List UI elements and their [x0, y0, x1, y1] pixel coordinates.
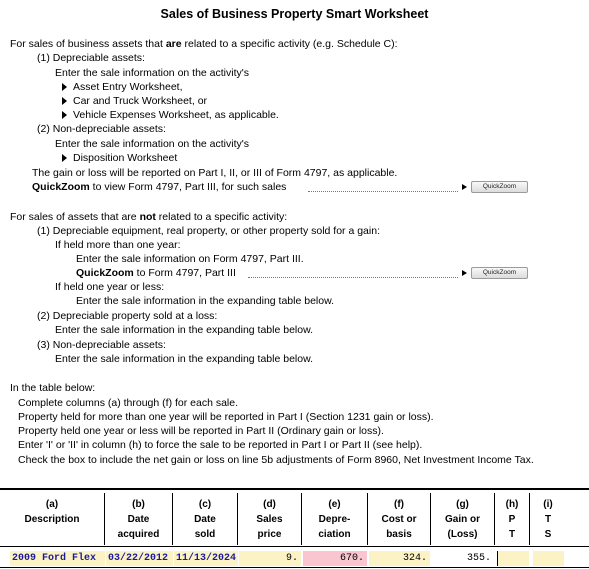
gain-loss-value: 355.	[432, 551, 494, 566]
table-instructions-intro: In the table below:	[10, 382, 96, 394]
date-acquired-field[interactable]: 03/22/2012	[106, 551, 173, 566]
sales-price-field[interactable]: 9.	[239, 551, 301, 566]
header-sales-price: (d) Sales price	[238, 493, 302, 545]
enter-table-note-2: Enter the sale information in the expanding table below.	[55, 324, 314, 336]
depreciation-field[interactable]: 670.	[303, 551, 367, 566]
description-field[interactable]: 2009 Ford Flex	[10, 551, 105, 566]
section1-intro: For sales of business assets that are related to a specific activity (e.g. Schedule C):	[10, 38, 398, 50]
section2-item1: (1) Depreciable equipment, real property, or other property sold for a gain:	[37, 225, 380, 237]
quickzoom-label-1: QuickZoom to view Form 4797, Part III, for such sales	[32, 181, 287, 193]
held-one-year-or-less: If held one year or less:	[55, 281, 165, 293]
header-depreciation: (e) Depre- ciation	[302, 493, 368, 545]
table-top-rule	[0, 488, 589, 490]
bullet-asset-entry: Asset Entry Worksheet,	[62, 81, 183, 94]
section2-intro: For sales of assets that are not related to a specific activity:	[10, 211, 288, 223]
quickzoom-button-form4797-part3[interactable]: QuickZoom	[471, 181, 528, 193]
section2-item3: (3) Non-depreciable assets:	[37, 339, 166, 351]
section1-item1: (1) Depreciable assets:	[37, 52, 145, 64]
instruction-line: Property held for more than one year will be reported in Part I (Section 1231 gain or loss).	[18, 411, 434, 423]
part-override-field[interactable]	[497, 551, 529, 566]
held-more-than-year: If held more than one year:	[55, 239, 181, 251]
instruction-line: Property held one year or less will be reported in Part II (Ordinary gain or loss).	[18, 425, 384, 437]
instruction-line: Complete columns (a) through (f) for each sale.	[18, 397, 239, 409]
enter-table-note-1: Enter the sale information in the expanding table below.	[76, 295, 335, 307]
date-sold-field[interactable]: 11/13/2024	[176, 553, 237, 564]
header-part: (h) P T	[495, 493, 530, 545]
bullet-arrow-icon	[62, 97, 67, 105]
quickzoom-arrow-icon	[462, 270, 467, 276]
leader-dots	[248, 277, 458, 278]
header-date-acquired: (b) Date acquired	[105, 493, 173, 545]
header-nii-checkbox: (i) T S	[543, 499, 553, 540]
section1-item2: (2) Non-depreciable assets:	[37, 123, 166, 135]
quickzoom-arrow-icon	[462, 184, 467, 190]
quickzoom-label-2: QuickZoom to Form 4797, Part III	[76, 267, 236, 279]
bullet-car-truck: Car and Truck Worksheet, or	[62, 95, 207, 108]
leader-dots	[308, 191, 458, 192]
enter-table-note-3: Enter the sale information in the expanding table below.	[55, 353, 314, 365]
section2-item2: (2) Depreciable property sold at a loss:	[37, 310, 218, 322]
section1-item1-sub: Enter the sale information on the activity's	[55, 67, 250, 79]
worksheet-title: Sales of Business Property Smart Worksheet	[160, 7, 429, 21]
quickzoom-button-form4797[interactable]: QuickZoom	[471, 267, 528, 279]
header-date-sold: (c) Date sold	[173, 493, 238, 545]
section1-item2-sub: Enter the sale information on the activity's	[55, 138, 250, 150]
nii-include-checkbox[interactable]	[533, 551, 564, 566]
header-gain-loss: (g) Gain or (Loss)	[431, 493, 495, 545]
cost-basis-field[interactable]: 324.	[369, 551, 430, 566]
bullet-arrow-icon	[62, 83, 67, 91]
bullet-arrow-icon	[62, 154, 67, 162]
table-header-rule	[0, 546, 589, 547]
bullet-vehicle-expenses: Vehicle Expenses Worksheet, as applicable.	[62, 109, 279, 122]
bullet-arrow-icon	[62, 111, 67, 119]
table-bottom-rule	[0, 567, 589, 568]
gain-loss-note: The gain or loss will be reported on Part I, II, or III of Form 4797, as applicable.	[32, 167, 398, 179]
enter-form4797-note: Enter the sale information on Form 4797, Part III.	[76, 253, 304, 265]
header-description: (a) Description	[0, 493, 105, 545]
instruction-line: Enter 'I' or 'II' in column (h) to force the sale to be reported in Part I or Part II (see help).	[18, 439, 423, 451]
instruction-line: Check the box to include the net gain or loss on line 5b adjustments of Form 8960, Net Investment Income Tax.	[18, 454, 534, 466]
bullet-disposition: Disposition Worksheet	[62, 152, 177, 165]
header-cost-basis: (f) Cost or basis	[368, 493, 431, 545]
